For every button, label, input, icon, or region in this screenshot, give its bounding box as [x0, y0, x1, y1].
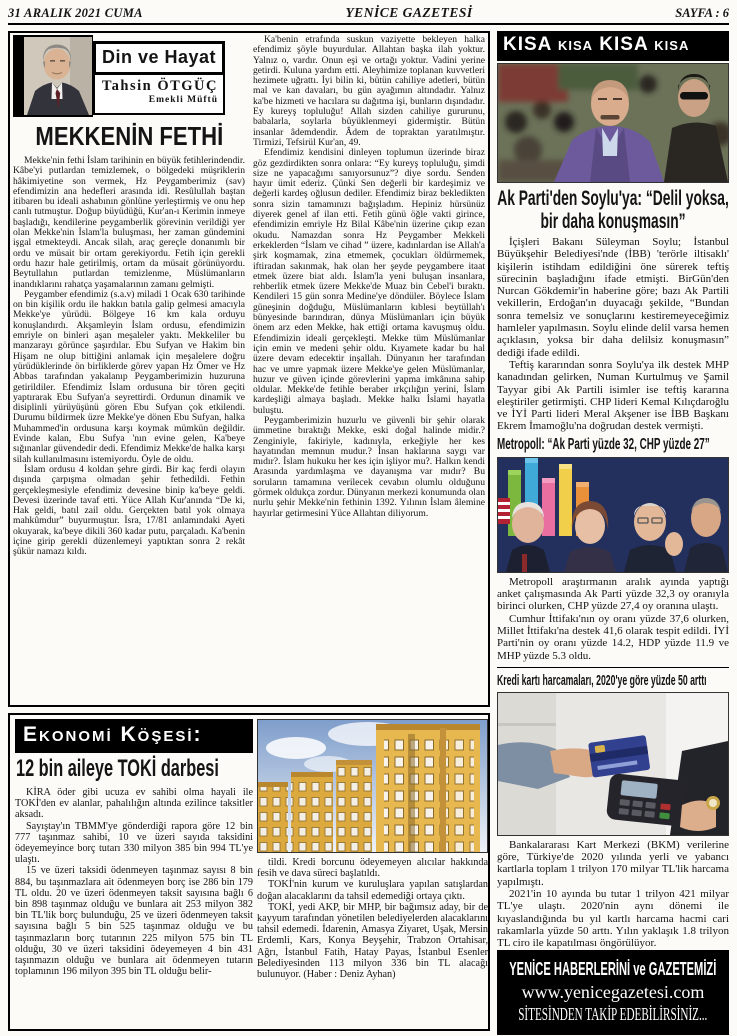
economy-body-col2: [257, 857, 488, 980]
paragraph: İçişleri Bakanı Süleyman Soylu; İstanbul Büyükşehir Belediyesi'nde (İBB) 'terörle iltisaklı' kişilerin istihdam edildiğini öne sürerek teftiş sürecinin başladığını ifade etmişti. BirGün'den Nurcan Gökdemir'in haberine göre; bazı Ak Partili vekillerin, Erdoğan'ın duyacağı şekilde, “Bundan sonra temelsiz ve sonuçlarını kestiremeyeceğimiz hamleler yapılmasın. Soylu elinde delil varsa hemen açıklasın, yoksa bir daha delilsiz konuşmasın” dediği ifade edildi.: [497, 236, 729, 359]
author-photo: [13, 35, 93, 117]
kisa-kisa-banner: KISA kısa KISA kısa: [497, 31, 729, 61]
party-leaders-image: [498, 458, 728, 572]
paragraph: TOKİ, yedi AKP, bir MHP, bir bağımsız aday, bir de kayyum tarafından yönetilen belediyelerden alacaklarını tahsil edemedi. İdarenin, Amasya Ziyaret, Uşak, Mersin Erdemli, Kars, Konya Beyşehir, Trabzon Ortahisar, Ağrı, İstanbul Fatih, Hatay Payas, İstanbul Esenler Belediyesinden 113 milyon 336 bin TL alacağı bulunuyor. (Haber : Deniz Ayhan): [257, 901, 488, 981]
paragraph: TOKİ'nin kurum ve kuruluşlara yapılan satışlardan doğan alacaklarını da tahsil edemediği ortaya çıktı.: [257, 879, 488, 902]
short-news-column: [497, 31, 729, 1031]
toki-buildings-image: [258, 720, 487, 852]
soylu-body: [497, 236, 729, 433]
article-body-col2: [253, 35, 485, 519]
economy-corner-banner: Ekonomi Köşesi:: [15, 719, 253, 753]
author-name: Tahsin ÖTGÜÇ: [101, 78, 218, 94]
promo-line-3: SİTESİNDEN TAKİP EDEBİLİRSİNİZ...: [518, 1003, 708, 1024]
paragraph: Sayıştay'ın TBMM'ye gönderdiği rapora göre 12 bin 777 taşınmaz sahibi, 10 ve üzeri sayıda taksidini ödeyemeyince borç tutarı 330 milyon 385 bin 994 TL'ye ulaştı.: [15, 820, 253, 866]
author-job-title: Emekli Müftü: [148, 95, 218, 105]
din-ve-hayat-header: [13, 35, 245, 117]
paragraph: Efendimiz kendisini dinleyen toplumun üzerinde biraz göz gezdirdikten sonra onlara: “Ey kureyş topluluğu, şimdi size ne yapacağımı sanıyorsunuz”? diye sordu. Senden hayır ümit ederiz. Çünki Sen değerli bir kardeşimiz ve değerli kardeş oğlusun dediler. Efendimiz biraz bekledikten sonra sizin tamamınızı bağışladım. Hepiniz hürsünüz diyerek genel af ilan etti. Fetih günü öğle vakti girince, efendimizin emriyle Hz Bilal Kâbe'nin üzerine çıkıp ezan okudu. Namazdan sonra Hz Peygamber Mekkeli erkeklerden “İslam ve cihad ” üzere, kadınlardan ise Allah'a şirk koşmamak, zina etmemek, çocukları öldürmemek, iftiradan sakınmak, hak olan her şeyde peygambere itaat etmek üzere biat aldı. İslam'la yeni buluşan insanlara, rehberlik etmek üzere Mekke'de Muaz bin Cebel'i bıraktı. Kendileri 15 gün sonra Medine'ye döndüler. Böylece İslam güneşinin doğduğu, Müslümanların kıblesi beytüllah'ı bünyesinde barındıran, dünya Müslümanları için büyük önem arz eden Mekke, hak ettiği ortama kavuşmuş oldu. Efendimizin ideali gerçekleşti. Mekke tüm Müslümanlar için emin ve medeni şehir oldu. Kıyamete kadar bu hal üzere devam edecektir inşallah. Dünyanın her tarafından hac ve umre yapmak üzere Mekke'ye gelen Müslümanlar, huzur ve güven içinde görevlerini yapma imkânına sahip oldular. Mekke'de fetihle beraber ırkçılığın yerini, İslam kardeşliği almaya başladı. Mekke halkı İslami hayatla buluştu.: [253, 147, 485, 416]
paragraph: İslam ordusu 4 koldan şehre girdi. Bir kaç ferdi olayın dışında çarpışma olmadan şehir fethedildi. Fethin gerçekleşmesiyle efendimiz devesine binip ka'beye geldi. Devesi üzerinde tavaf etti. Yüce Allah Kur'anında “De ki, Hak geldi, batıl zail oldu. Gerçekten batıl yok olmaya mahkûmdur” buyurmuştur. İsra, 17/81 anlamındaki Ayeti okuyarak, ka'beye dikili 360 kadar putu, parçaladı. Ka'benin içine girip gerekli düzenlemeyi yaptıktan sonra 2 rekât şükür namazı kıldı.: [13, 463, 245, 558]
din-ve-hayat-article: [8, 31, 490, 707]
paragraph: Bankalararası Kart Merkezi (BKM) verilerine göre, Türkiye'de 2020 yılında yerli ve yabancı kartlarla toplam 1 trilyon 170 milyar TL'lik harcama yapılmıştı.: [497, 838, 729, 888]
paragraph: KİRA öder gibi ucuza ev sahibi olma hayali ile TOKİ'den ev alanlar, pahalılığın altında ezilince taksitler aksadı.: [15, 787, 253, 821]
paragraph: Cumhur İttifakı'nın oy oranı yüzde 37,6 olurken, Millet İttifakı'na destek 41,6 olarak tespit edildi. İYİ Parti'nin oy oranı yüzde 14.2, HDP yüzde 11.9 ve MHP yüzde 5.3 oldu.: [497, 612, 729, 662]
economy-column-2: [257, 719, 488, 980]
article-headline: MEKKENİN FETHİ: [35, 121, 224, 151]
kredi-body: [497, 839, 729, 950]
metropoll-photo: [497, 457, 729, 573]
economy-corner-article: [8, 713, 490, 1031]
metropoll-headline: Metropoll: “Ak Parti yüzde 32, CHP yüzde 27”: [497, 435, 710, 453]
section-divider: [497, 667, 729, 668]
column-title: Din ve Hayat: [93, 41, 225, 75]
soylu-crowd-image: [498, 64, 728, 182]
toki-buildings-photo: [257, 719, 488, 853]
soylu-photo: [497, 63, 729, 183]
credit-card-photo: [497, 692, 729, 836]
paragraph: Peygamberimizin huzurlu ve güvenli bir şehir olarak ümmetine bıraktığı Mekke, eski doğal halinde midir.? Zenginiyle, fakiriyle, kadınıyla, erkeğiyle her kes hayatından memnun mudur.? İnsan haklarına saygı var mıdır?. İslam hukuku her kes için işliyor mu?. Halkın kendi Arasında yardımlaşma ve dayanışma var mıdır? Bu soruların tamamına verilecek cevabın olumlu olduğunu görmek oldukça zordur. Dünyanın merkezi konumunda olan nurlu şehir Mekke'nin fethinin 1392. Yılının İslam âlemine hayırlar getirmesini Yüce Allahtan diliyorum.: [253, 414, 485, 519]
paragraph: Peygamber efendimiz (s.a.v) miladi 1 Ocak 630 tarihinde on bin kişilik ordu ile hakkın batıla galip gelmesi amacıyla Mekke'ye yürüdü. Bölgeye 16 km kala orduyu konuşlandırdı. Akşamleyin İslam ordusu, efendimizin emriyle on binleri aşan meşaleler yaktı. Mekkeliler bu manzarayı görünce şaşırdılar. Ebu Sufyan ve Hakim bin Hişam ne olup bittiğini anlamak için meşalelere doğru yürüdüklerinde ön birliklerde görev yapan Hz Ömer ve Hz Abbas tarafından yakalanıp Peygamberimizin huzuruna getirildiler. Efendimiz İslam ordusuna bir tören geçiti yaptırarak Ebu Sufyan'a seyrettirdi. Ordunun dinamik ve disiplinli yürüyüşünü gören Ebu Sufyan çok etkilendi. Durumu bildirmek üzre Mekke'ye dönen Ebu Sufyan, halka Muhammed'in ordusuna karşı koymak mümkün değildir. Evinde kalan, Ebu Sufya 'nın evine gelen, Ka'beye sığınanlar güvendedir dedi. Efendimiz Mekke'de halka karşı silah kullanılmasını istemiyordu. Öyle de oldu.: [13, 288, 245, 465]
credit-card-pos-image: [498, 693, 728, 835]
soylu-headline: Ak Parti'den Soylu'ya: “Delil yoksa, bir daha konuşmasın”: [497, 187, 729, 233]
paragraph: Teftiş kararından sonra Soylu'ya ilk destek MHP kanadından gelirken, Numan Kurtulmuş ve Şamil Tayyar gibi Ak Partili isimler ise teftiş kararına eleştiriler getirmişti. CHP lideri Kemal Kılıçdaroğlu ve İYİ Parti lideri Meral Akşener ise İBB Başkanı Ekrem İmamoğlu'na doğrudan destek vermişti.: [497, 358, 729, 433]
paragraph: 15 ve üzeri taksidi ödenmeyen taşınmaz sayısı 8 bin 884, bu taşınmazlara ait ödenmeyen borç ise 286 bin 179 TL oldu. 20 ve üzeri ödenmeyen taksit sayısına bağlı 6 bin 898 taşınmaz olduğu ve bunlara ait 253 milyon 382 bin TL'lik borç bulunduğu, 25 ve üzeri ödenmeyen taksit sayısına bağlı 5 bin 525 taşınmaz olduğu ve bu taşınmazların borç tutarının 225 milyon 575 bin TL olduğu, 30 ve üzeri taksidini ödeyemeyen 4 bin 431 taşınmazın olduğu ve bunlara ait ödenmeyen tutarın toplamının 196 milyon 395 bin TL olduğu belir-: [15, 865, 253, 978]
mufti-portrait-image: [24, 37, 92, 115]
economy-headline: 12 bin aileye TOKİ darbesi: [16, 755, 219, 782]
promo-line-1: YENİCE HABERLERİNİ ve GAZETEMİZİ: [509, 958, 717, 979]
economy-column-1: [15, 719, 253, 977]
paragraph: Ka'benin etrafında suskun vaziyette bekleyen halka efendimiz şöyle buyurdular. Allahtan başka ilah yoktur. Yalnız o, vardır. Onun eşi ve ortağı yoktur. Vadini yerine getirdi. Kuluna yardım etti. Aleyhimize toplanan kuvvetleri hezimete uğrattı. İyi bilin ki, bütün cahiliye adetleri, bütün mal ve kan davaları, bu gün ayağımın altındadır. Yalnız ka'be hizmeti ve hacılara su dağıtma işi, bunların dışındadır. Ey kureyş topluluğu! Allah sizden cahiliye gururunu, babalarla, soylarla büyüklenmeyi gidermiştir. Bütün insanlar âdemdendir. Âdem de topraktan yaratılmıştır. Tirmizi, Tefsirül Kur'an, 49.: [253, 35, 485, 148]
website-promo-box: [497, 950, 729, 1035]
article-column-1: [13, 35, 245, 703]
paragraph: tildi. Kredi borcunu ödeyemeyen alıcılar hakkında fesih ve dava süreci başlatıldı.: [257, 857, 488, 880]
paragraph: 2021'in 10 ayında bu tutar 1 trilyon 421 milyar TL'ye ulaştı. 2020'nin aynı dönemi ile kıyaslandığında bu yıl kartlı harcama hacmi cari rakamlarla yüzde 50 arttı. Yılın yaklaşık 1.8 trilyon TL ciro ile kapatılması öngörülüyor.: [497, 888, 729, 950]
paragraph: Metropoll araştırmanın aralık ayında yaptığı anket çalışmasında Ak Parti yüzde 32,3 oy oranıyla birinci olurken, CHP yüzde 27,4 oy oranına ulaştı.: [497, 575, 729, 613]
promo-website-url: www.yenicegazetesi.com: [521, 981, 705, 1002]
paragraph: Mekke'nin fethi İslam tarihinin en büyük fetihlerindendir. Kâbe'yi putlardan temizlemek, o bölgedeki müşriklerin hâkimiyetine son vermek, Hz Peygamberimiz (sav) efendimizin ana hedefleri arasında idi. Resûlullah baştan itibaren bu ideali ashabının gönlüne yerleştirmiş ve onu hep canlı tutmuştur. Doğup büyüdüğü, Kur'an-ı Kerimin inmeye başladığı, kendilerine peygamberlik görevinin verildiği yer olan Mekke'nin İslam'la buluşması, her zaman gündemini işgal etmekteydi. Ancak silah, araç gereçle donanımlı bir ordu ve müsait bir ortam gerekiyordu. Fetih için gerekli ordu hazır hale getirilmiş, ortam da müsait görünüyordu. Beytullahın putlardan temizlenme, Müslümanların inandıklarını rahatça yaşamalarının zamanı gelmişti.: [13, 155, 245, 290]
header-date: 31 ARALIK 2021 CUMA: [8, 6, 143, 20]
kredi-headline: Kredi kartı harcamaları, 2020'ye göre yüzde 50 arttı: [497, 671, 707, 689]
article-column-2: [253, 35, 485, 703]
page-number: SAYFA : 6: [675, 6, 729, 20]
metropoll-body: [497, 576, 729, 662]
column-title-block: [93, 41, 225, 115]
article-body-col1: [13, 156, 245, 558]
page-header: [8, 2, 729, 25]
economy-body-col1: [15, 787, 253, 977]
masthead-title: YENİCE GAZETESİ: [345, 5, 473, 20]
